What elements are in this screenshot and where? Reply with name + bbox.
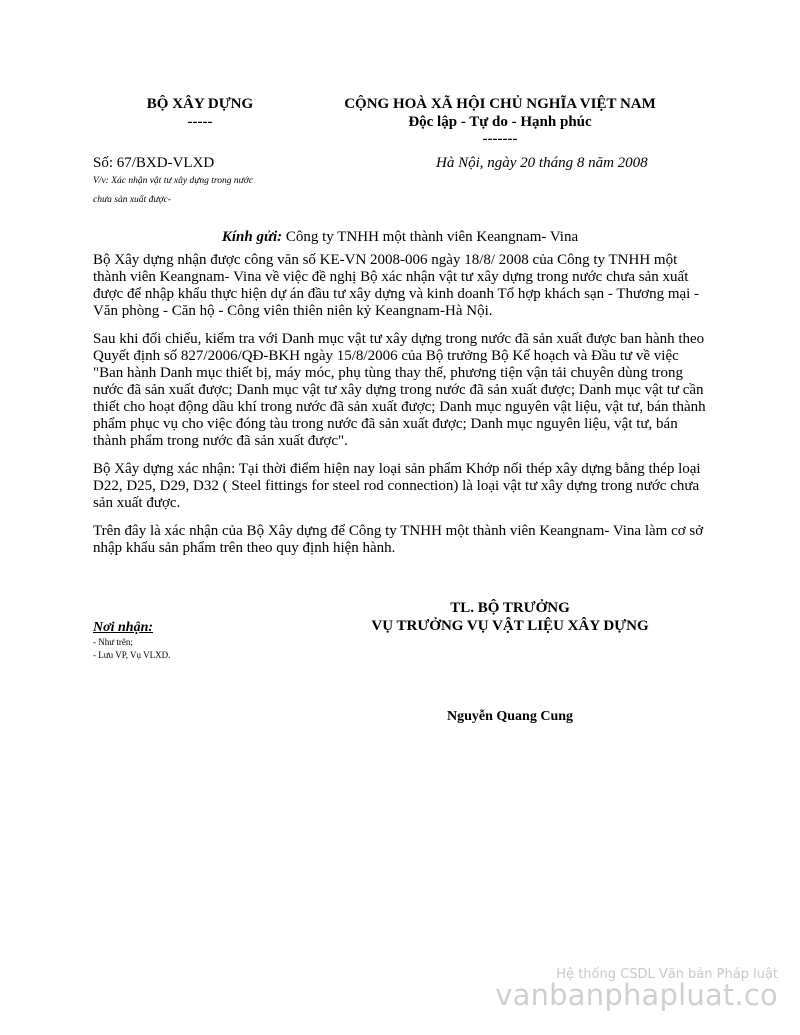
recipient-item: - Lưu VP, Vụ VLXD.	[93, 650, 171, 660]
signature-title-1: TL. BỘ TRƯỞNG	[450, 600, 570, 616]
ministry-name: BỘ XÂY DỰNG	[146, 96, 254, 112]
body-paragraph-2: Sau khi đối chiếu, kiểm tra với Danh mục vật tư xây dựng trong nước đã sản xuất được ban hành theo Quyết định số 827/2006/QĐ-BKH ngày 15/8/2006 của Bộ trưởng Bộ Kế hoạch và Đầu tư về việc "Ban hành Danh mục thiết bị, máy móc, phụ tùng thay thế, phương tiện vận tải chuyên dùng trong nước đã sản xuất được; Danh mục vật tư xây dựng trong nước đã sản xuất được; Danh mục vật tư cần thiết cho hoạt động dầu khí trong nước đã sản xuất được; Danh mục nguyên vật liệu, vật tư, bán thành phẩm phục vụ cho việc đóng tàu trong nước đã sản xuất được; Danh mục nguyên liệu, vật tư, bán thành phẩm trong nước đã sản xuất được".	[93, 331, 706, 449]
watermark-site: vanbanphapluat.co	[495, 978, 778, 1012]
signature-block	[340, 599, 680, 635]
document-number: Số: 67/BXD-VLXD	[93, 155, 215, 171]
signer-name: Nguyễn Quang Cung	[446, 709, 574, 724]
recipient-line	[93, 229, 707, 246]
document-subject: V/v: Xác nhận vật tư xây dựng trong nước chưa sản xuất được-	[93, 176, 254, 205]
document-body	[93, 252, 707, 568]
ministry-divider: -----	[187, 114, 213, 130]
recipient-item: - Như trên;	[93, 637, 133, 647]
recipients-list	[93, 636, 170, 662]
nation-title: CỘNG HOÀ XÃ HỘI CHỦ NGHĨA VIỆT NAM	[344, 96, 656, 112]
recipient-label: Kính gửi:	[221, 229, 283, 245]
recipients-title: Nơi nhận:	[93, 620, 154, 635]
watermark-caption: Hệ thống CSDL Văn bản Pháp luật	[556, 967, 778, 982]
recipient-name: Công ty TNHH một thành viên Keangnam- Vina	[285, 229, 579, 245]
motto: Độc lập - Tự do - Hạnh phúc	[408, 114, 592, 130]
place-date: Hà Nội, ngày 20 tháng 8 năm 2008	[436, 155, 648, 171]
body-paragraph-3: Bộ Xây dựng xác nhận: Tại thời điểm hiện nay loại sản phẩm Khớp nối thép xây dựng bằng thép loại D22, D25, D29, D32 ( Steel fittings for steel rod connection) là loại vật tư xây dựng trong nước chưa sản xuất được.	[93, 461, 701, 511]
body-paragraph-4: Trên đây là xác nhận của Bộ Xây dựng để Công ty TNHH một thành viên Keangnam- Vina làm cơ sở nhập khẩu sản phẩm trên theo quy định hiện hành.	[93, 523, 704, 556]
body-paragraph-1: Bộ Xây dựng nhận được công văn số KE-VN 2008-006 ngày 18/8/ 2008 của Công ty TNHH một thành viên Keangnam- Vina về việc đề nghị Bộ xác nhận vật tư xây dựng trong nước chưa sản xuất được để nhập khẩu thực hiện dự án đầu tư xây dựng và kinh doanh Tổ hợp khách sạn - Thương mại - Văn phòng - Căn hộ - Công viên thiên niên kỷ Keangnam-Hà Nội.	[93, 252, 700, 319]
motto-divider: -------	[482, 131, 518, 147]
signature-title-2: VỤ TRƯỞNG VỤ VẬT LIỆU XÂY DỰNG	[371, 618, 649, 634]
